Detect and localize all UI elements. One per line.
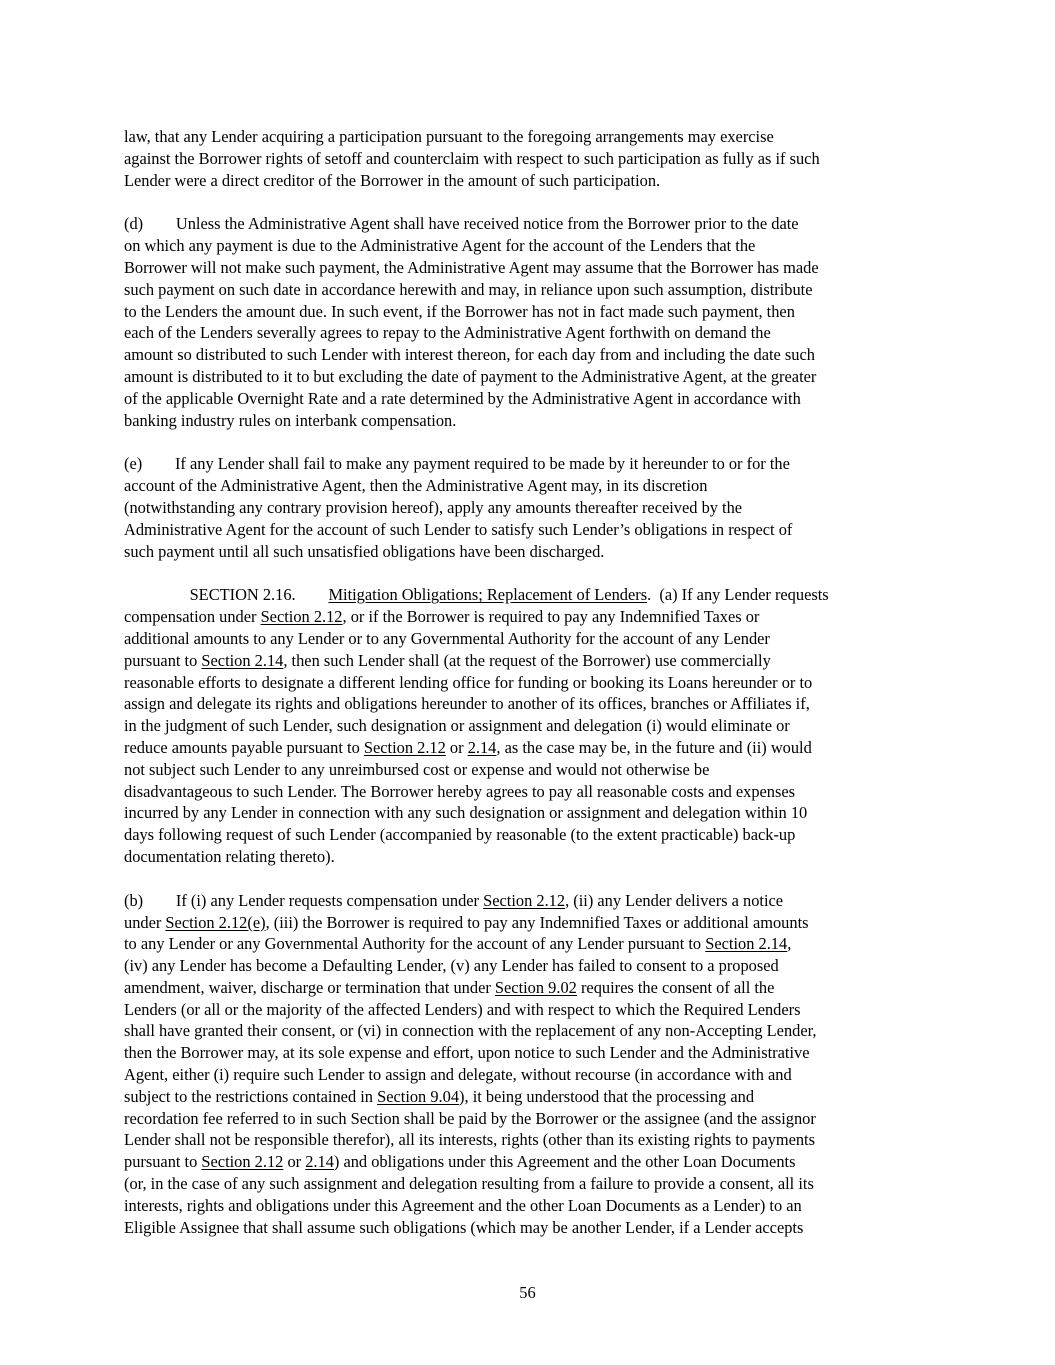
text-line — [124, 650, 934, 672]
cross-reference: Section 9.04 — [377, 1086, 460, 1106]
paragraph-clause-e — [124, 453, 934, 562]
text-line — [124, 846, 934, 868]
cross-reference: Section 9.02 — [494, 977, 577, 997]
text-line — [124, 824, 934, 846]
text-run: banking industry rules on interbank compensation. — [124, 410, 457, 430]
text-run: additional amounts to any Lender or to any Governmental Authority for the account of any Lender — [124, 628, 770, 648]
text-line — [124, 955, 934, 977]
text-line — [124, 606, 934, 628]
text-line — [124, 148, 934, 170]
text-run: , — [787, 934, 792, 954]
text-line — [124, 1129, 934, 1151]
text-run: interests, rights and obligations under this Agreement and the other Loan Documents as a Lender) to an — [124, 1195, 802, 1215]
text-run: , or if the Borrower is required to pay any Indemnified Taxes or — [342, 607, 760, 627]
text-line — [124, 584, 934, 606]
text-line — [124, 497, 934, 519]
cross-reference: Section 2.12 — [260, 607, 343, 627]
text-line — [124, 1020, 934, 1042]
text-line — [124, 759, 934, 781]
text-run: Lenders (or all or the majority of the affected Lenders) and with respect to which the Required Lenders — [124, 999, 801, 1019]
text-run: recordation fee referred to in such Section shall be paid by the Borrower or the assignee (and the assignor — [124, 1108, 816, 1128]
text-line — [124, 541, 934, 563]
text-run: incurred by any Lender in connection with any such designation or assignment and delegation within 10 — [124, 803, 808, 823]
text-run: assign and delegate its rights and obligations hereunder to another of its offices, branches or Affiliates if, — [124, 694, 810, 714]
text-run: shall have granted their consent, or (vi) in connection with the replacement of any non-Accepting Lender, — [124, 1021, 817, 1041]
text-line — [124, 715, 934, 737]
text-run: documentation relating thereto). — [124, 846, 335, 866]
text-line — [124, 693, 934, 715]
text-line — [124, 628, 934, 650]
text-run: Borrower will not make such payment, the Administrative Agent may assume that the Borrower has made — [124, 257, 819, 277]
text-run: . (a) If any Lender requests — [647, 585, 829, 605]
cross-reference: Section 2.14 — [705, 934, 788, 954]
cross-reference: Section 2.12 — [201, 1152, 284, 1172]
text-line — [124, 453, 934, 475]
text-run: (b) If (i) any Lender requests compensation under — [124, 890, 484, 910]
text-run: or — [283, 1152, 306, 1172]
text-line — [124, 672, 934, 694]
text-line — [124, 519, 934, 541]
text-run: on which any payment is due to the Administrative Agent for the account of the Lenders that the — [124, 236, 756, 256]
text-run: , then such Lender shall (at the request of the Borrower) use commercially — [283, 650, 771, 670]
text-run: , (ii) any Lender delivers a notice — [565, 890, 784, 910]
text-line — [124, 366, 934, 388]
text-line — [124, 235, 934, 257]
text-run: ), it being understood that the processing and — [459, 1086, 755, 1106]
text-line — [124, 781, 934, 803]
text-line — [124, 1173, 934, 1195]
text-run: each of the Lenders severally agrees to repay to the Administrative Agent forthwith on demand the — [124, 323, 771, 343]
text-run: in the judgment of such Lender, such designation or assignment and delegation (i) would eliminate or — [124, 716, 790, 736]
text-line — [124, 475, 934, 497]
text-line — [124, 933, 934, 955]
text-run: amendment, waiver, discharge or termination that under — [124, 977, 495, 997]
cross-reference: Section 2.12 — [483, 890, 566, 910]
text-line — [124, 1151, 934, 1173]
text-run: (e) If any Lender shall fail to make any payment required to be made by it hereunder to or for the — [124, 454, 790, 474]
text-run: SECTION 2.16. — [124, 585, 329, 605]
text-line — [124, 802, 934, 824]
text-line — [124, 1217, 934, 1239]
paragraph-clause-d — [124, 213, 934, 431]
text-run: ) and obligations under this Agreement and the other Loan Documents — [333, 1152, 796, 1172]
text-run: law, that any Lender acquiring a participation pursuant to the foregoing arrangements may exercise — [124, 127, 774, 146]
text-run: pursuant to — [124, 650, 202, 670]
text-run: disadvantageous to such Lender. The Borrower hereby agrees to pay all reasonable costs and expenses — [124, 781, 796, 801]
cross-reference: 2.14 — [467, 737, 497, 757]
text-run: to any Lender or any Governmental Authority for the account of any Lender pursuant to — [124, 934, 706, 954]
text-run: amount so distributed to such Lender with interest thereon, for each day from and including the date such — [124, 345, 815, 365]
text-run: , as the case may be, in the future and (ii) would — [496, 737, 812, 757]
text-run: or — [445, 737, 468, 757]
text-run: under — [124, 912, 166, 932]
text-line — [124, 1042, 934, 1064]
text-run: days following request of such Lender (accompanied by reasonable (to the extent practicable) back-up — [124, 825, 796, 845]
text-line — [124, 279, 934, 301]
text-line — [124, 912, 934, 934]
text-line — [124, 126, 934, 148]
text-line — [124, 257, 934, 279]
text-line — [124, 999, 934, 1021]
text-run: account of the Administrative Agent, then the Administrative Agent may, in its discretion — [124, 476, 708, 496]
text-line — [124, 344, 934, 366]
text-run: requires the consent of all the — [576, 977, 775, 997]
text-run: , (iii) the Borrower is required to pay any Indemnified Taxes or additional amounts — [265, 912, 809, 932]
text-line — [124, 410, 934, 432]
text-run: pursuant to — [124, 1152, 202, 1172]
cross-reference: 2.14 — [305, 1152, 334, 1172]
text-run: reduce amounts payable pursuant to — [124, 737, 364, 757]
text-run: Agent, either (i) require such Lender to assign and delegate, without recourse (in accordance with and — [124, 1065, 792, 1085]
paragraph-section-2-16-b — [124, 890, 934, 1239]
text-run: against the Borrower rights of setoff and counterclaim with respect to such participation as fully as if such — [124, 148, 820, 168]
text-run: then the Borrower may, at its sole expense and effort, upon notice to such Lender and the Administrative — [124, 1043, 810, 1063]
text-run: (or, in the case of any such assignment and delegation resulting from a failure to provide a consent, all its — [124, 1174, 814, 1194]
text-line — [124, 890, 934, 912]
text-run: Lender shall not be responsible therefor), all its interests, rights (other than its existing rights to payments — [124, 1130, 815, 1150]
text-line — [124, 977, 934, 999]
text-run: reasonable efforts to designate a different lending office for funding or booking its Loans hereunder or to — [124, 672, 813, 692]
page-number: 56 — [519, 1283, 536, 1302]
text-run: to the Lenders the amount due. In such event, if the Borrower has not in fact made such payment, then — [124, 301, 795, 321]
text-run: (iv) any Lender has become a Defaulting Lender, (v) any Lender has failed to consent to a proposed — [124, 956, 779, 976]
cross-reference: Section 2.12(e) — [165, 912, 266, 932]
text-line — [124, 737, 934, 759]
text-run: amount is distributed to it to but excluding the date of payment to the Administrative Agent, at the greater — [124, 366, 817, 386]
text-run: such payment on such date in accordance herewith and may, in reliance upon such assumption, distribute — [124, 279, 813, 299]
text-run: subject to the restrictions contained in — [124, 1086, 378, 1106]
text-run: compensation under — [124, 607, 261, 627]
text-line — [124, 388, 934, 410]
text-run: of the applicable Overnight Rate and a rate determined by the Administrative Agent in accordance with — [124, 388, 801, 408]
text-run: Lender were a direct creditor of the Borrower in the amount of such participation. — [124, 170, 661, 190]
cross-reference: Section 2.14 — [201, 650, 284, 670]
text-line — [124, 170, 934, 192]
page-body — [124, 126, 934, 1260]
text-line — [124, 322, 934, 344]
cross-reference: Section 2.12 — [363, 737, 446, 757]
paragraph-section-2-16-a — [124, 584, 934, 867]
text-run: not subject such Lender to any unreimbursed cost or expense and would not otherwise be — [124, 759, 710, 779]
paragraph-participation-setoff-continuation — [124, 126, 934, 191]
text-line — [124, 1086, 934, 1108]
text-line — [124, 1195, 934, 1217]
text-run: Administrative Agent for the account of such Lender to satisfy such Lender’s obligations in respect of — [124, 519, 793, 539]
text-line — [124, 301, 934, 323]
text-run: (d) Unless the Administrative Agent shall have received notice from the Borrower prior to the date — [124, 214, 799, 234]
text-line — [124, 1064, 934, 1086]
text-run: such payment until all such unsatisfied obligations have been discharged. — [124, 541, 605, 561]
text-line — [124, 213, 934, 235]
text-run: Eligible Assignee that shall assume such obligations (which may be another Lender, if a Lender accepts — [124, 1217, 804, 1237]
text-line — [124, 1108, 934, 1130]
text-run: (notwithstanding any contrary provision hereof), apply any amounts thereafter received by the — [124, 497, 743, 517]
cross-reference: Mitigation Obligations; Replacement of Lenders — [328, 585, 648, 605]
